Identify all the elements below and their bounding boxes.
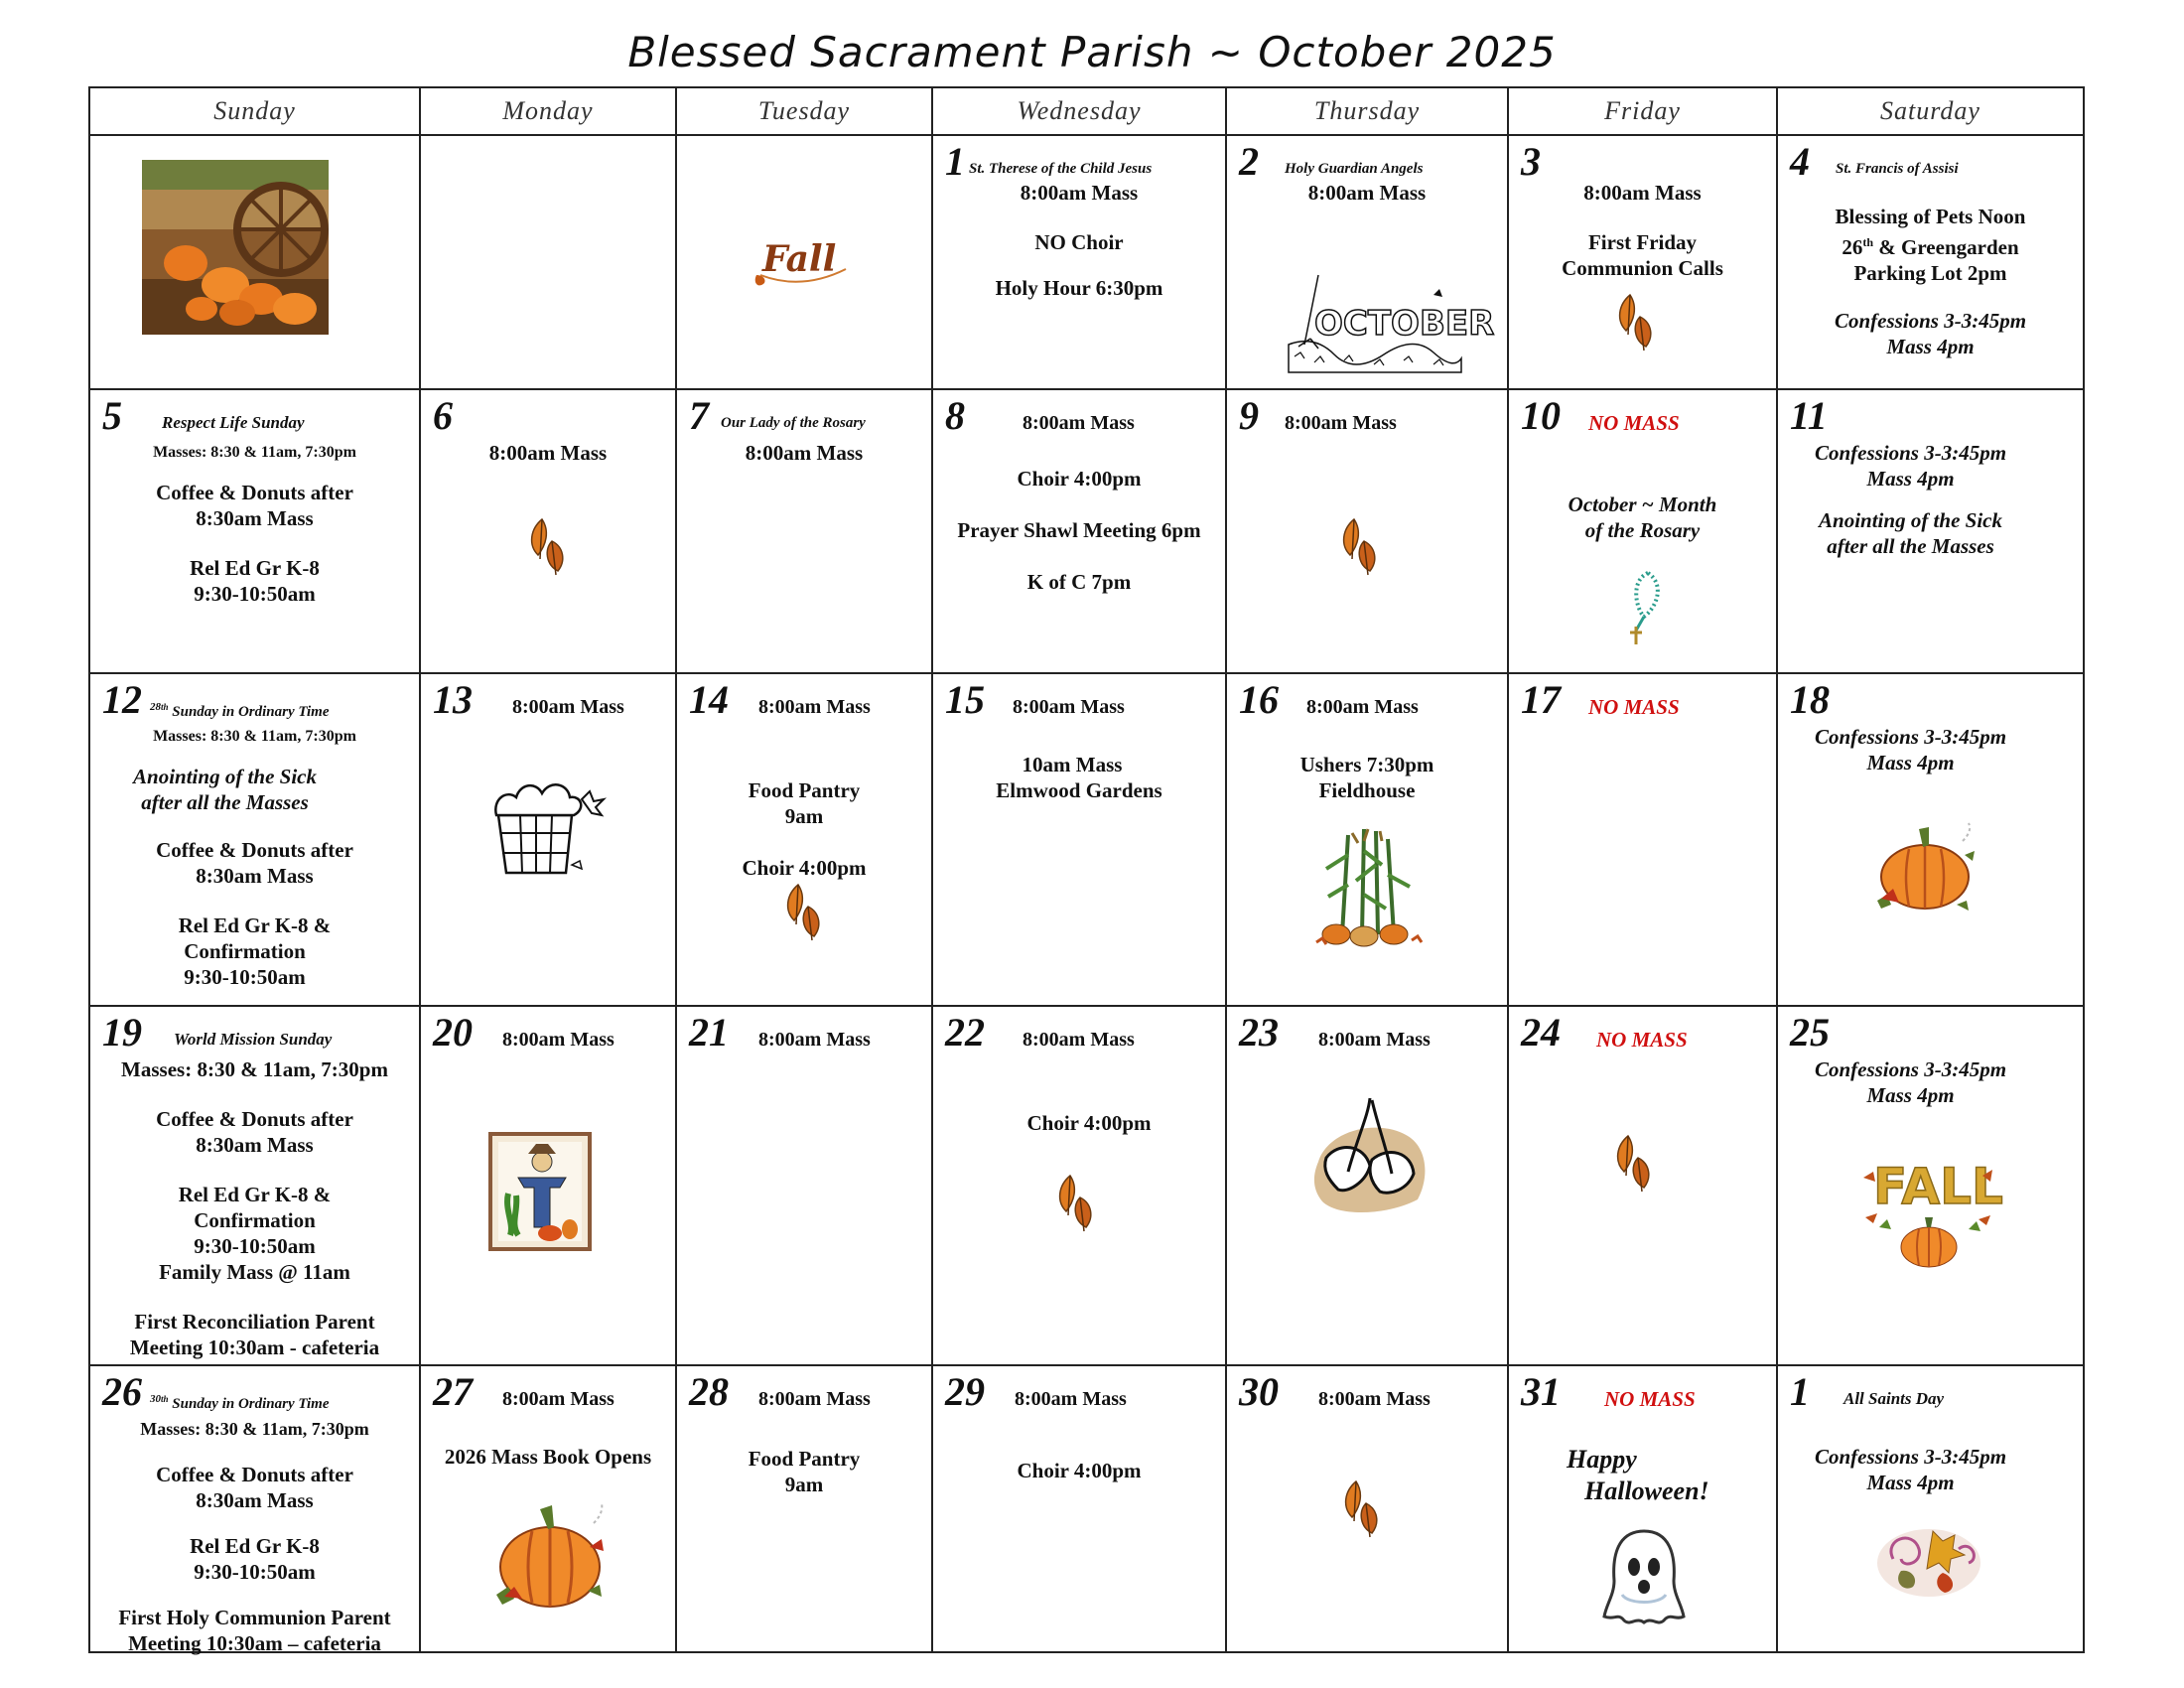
- day-number: 16: [1239, 677, 1279, 722]
- day-number: 19: [102, 1010, 142, 1055]
- no-mass-label: NO MASS: [1596, 1028, 1688, 1052]
- cell-day-27: [420, 1365, 676, 1652]
- event-line: Rel Ed Gr K-8: [190, 1534, 320, 1558]
- event-text: 26: [1842, 235, 1863, 259]
- week-row-2: [89, 389, 2084, 673]
- event-line: [1778, 229, 2083, 260]
- event-line: Anointing of the Sick: [1819, 508, 2002, 532]
- event-line: Masses: 8:30 & 11am, 7:30pm: [153, 444, 356, 461]
- event-line: Masses: 8:30 & 11am, 7:30pm: [153, 728, 356, 745]
- cell-day-29: [932, 1365, 1226, 1652]
- event-line: Food Pantry: [748, 778, 861, 802]
- event-line: Mass 4pm: [1866, 751, 1955, 774]
- day-number: 29: [945, 1369, 985, 1414]
- event-line: Confessions 3-3:45pm: [1814, 725, 2007, 749]
- day-number: 18: [1790, 677, 1830, 722]
- event-line: Rel Ed Gr K-8: [190, 556, 320, 580]
- event-line: NO Choir: [1034, 230, 1124, 254]
- leaf-basket-icon: [486, 770, 606, 879]
- cell-day-31: [1508, 1365, 1777, 1652]
- event-line: 8:00am Mass: [502, 1029, 614, 1051]
- cell-day-8: [932, 389, 1226, 673]
- event-line: Parking Lot 2pm: [1853, 261, 2007, 285]
- event-line: 2026 Mass Book Opens: [444, 1445, 652, 1469]
- leaf-icon: [1050, 1172, 1098, 1235]
- cell-day-2: [1226, 135, 1508, 389]
- week-row-5: [89, 1365, 2084, 1652]
- feast-label: All Saints Day: [1843, 1389, 1945, 1408]
- leaf-icon: [1610, 291, 1658, 354]
- event-line: 8:30am Mass: [196, 1488, 314, 1512]
- cell-day-15: [932, 673, 1226, 1006]
- feast-ordinal: 28: [150, 701, 161, 713]
- event-line: after all the Masses: [141, 790, 309, 814]
- feast-ordinal-suffix: th: [161, 702, 169, 712]
- day-number: 26: [102, 1369, 142, 1414]
- feast-text: Sunday in Ordinary Time: [168, 1396, 330, 1412]
- event-line: Rel Ed Gr K-8 &: [178, 1183, 332, 1206]
- fall-banner-text: FALL: [1873, 1158, 2003, 1215]
- leaf-icon: [522, 515, 570, 579]
- event-line: Confessions 3-3:45pm: [1814, 1057, 2007, 1081]
- event-line: Confessions 3-3:45pm: [1814, 441, 2007, 465]
- scarecrow-icon: [488, 1132, 592, 1251]
- cell-empty-tuesday: [676, 135, 932, 389]
- leaf-icon: [1334, 515, 1382, 579]
- event-line: Choir 4:00pm: [742, 856, 867, 880]
- cell-day-19: [89, 1006, 420, 1365]
- event-line: 8:00am Mass: [1318, 1029, 1431, 1051]
- event-line: 9:30-10:50am: [194, 582, 316, 606]
- event-line: October ~ Month: [1568, 492, 1717, 516]
- cell-day-11: [1777, 389, 2084, 673]
- cell-day-7: [676, 389, 932, 673]
- cell-day-13: [420, 673, 676, 1006]
- event-line: Rel Ed Gr K-8 &: [178, 914, 332, 937]
- feast-label: Our Lady of the Rosary: [721, 415, 866, 431]
- cell-day-30: [1226, 1365, 1508, 1652]
- event-line: Family Mass @ 11am: [159, 1260, 350, 1284]
- feast-label: Holy Guardian Angels: [1285, 161, 1424, 177]
- event-text: & Greengarden: [1873, 235, 2019, 259]
- event-line: 8:00am Mass: [512, 696, 624, 718]
- day-number: 11: [1790, 393, 1828, 438]
- event-line: 8:00am Mass: [1285, 412, 1397, 434]
- fall-script-icon: [752, 231, 852, 295]
- day-number: 23: [1239, 1010, 1279, 1055]
- day-number: 20: [433, 1010, 473, 1055]
- feast-label: World Mission Sunday: [174, 1030, 333, 1049]
- cell-day-6: [420, 389, 676, 673]
- event-line: 8:00am Mass: [1306, 696, 1419, 718]
- cell-day-3: [1508, 135, 1777, 389]
- day-number: 4: [1790, 139, 1810, 184]
- event-line: 8:00am Mass: [488, 441, 608, 465]
- weekday-sunday: Sunday: [89, 87, 420, 135]
- week-row-3: [89, 673, 2084, 1006]
- feast-ordinal-suffix: th: [161, 1394, 169, 1404]
- no-mass-label: NO MASS: [1588, 411, 1680, 435]
- feast-text: Sunday in Ordinary Time: [168, 704, 330, 720]
- event-line: Fieldhouse: [1318, 778, 1416, 802]
- october-art-text: OCTOBER: [1314, 304, 1495, 344]
- event-line: Confirmation: [184, 939, 306, 963]
- october-leaves-icon: [1285, 275, 1495, 374]
- event-line: after all the Masses: [1827, 534, 1994, 558]
- event-line: Blessing of Pets Noon: [1835, 205, 2026, 228]
- cell-day-17: [1508, 673, 1777, 1006]
- cell-day-12: [89, 673, 420, 1006]
- event-line: Coffee & Donuts after: [156, 1463, 353, 1486]
- day-number: 24: [1521, 1010, 1561, 1055]
- event-line: Masses: 8:30 & 11am, 7:30pm: [140, 1419, 369, 1439]
- day-number: 6: [433, 393, 453, 438]
- fall-banner-icon: [1859, 1148, 2003, 1277]
- calendar-title: Blessed Sacrament Parish ~ October 2025: [627, 28, 1557, 76]
- cell-next-month-1: [1777, 1365, 2084, 1652]
- weekday-saturday: Saturday: [1777, 87, 2084, 135]
- event-line: Coffee & Donuts after: [156, 481, 353, 504]
- cell-day-26: [89, 1365, 420, 1655]
- event-line: 8:00am Mass: [1583, 181, 1702, 205]
- event-line: Anointing of the Sick: [133, 765, 317, 788]
- day-number: 9: [1239, 393, 1259, 438]
- event-line: Confirmation: [194, 1208, 316, 1232]
- feast-label: Respect Life Sunday: [162, 413, 305, 432]
- cell-empty-sunday: [89, 135, 420, 389]
- day-number: 27: [433, 1369, 473, 1414]
- pumpkin-icon: [490, 1499, 617, 1617]
- feast-label: [150, 694, 329, 725]
- cell-day-4: [1777, 135, 2084, 389]
- event-line: 9:30-10:50am: [194, 1234, 316, 1258]
- event-line: Prayer Shawl Meeting 6pm: [957, 518, 1201, 542]
- ghost-icon: [1598, 1525, 1690, 1628]
- event-line: Choir 4:00pm: [1026, 1111, 1152, 1135]
- event-line: Ushers 7:30pm: [1299, 753, 1434, 776]
- event-line: 10am Mass: [1022, 753, 1123, 776]
- weekday-thursday: Thursday: [1226, 87, 1508, 135]
- event-line: Communion Calls: [1562, 256, 1723, 280]
- day-number: 7: [689, 393, 709, 438]
- day-number: 5: [102, 393, 122, 438]
- event-line: 9am: [784, 1473, 824, 1496]
- event-line: Coffee & Donuts after: [156, 1107, 353, 1131]
- event-line: First Friday: [1587, 230, 1698, 254]
- cell-day-22: [932, 1006, 1226, 1365]
- event-line: 8:00am Mass: [1023, 412, 1135, 434]
- event-line: 8:30am Mass: [196, 506, 314, 530]
- no-mass-label: NO MASS: [1588, 695, 1680, 719]
- event-line: Meeting 10:30am - cafeteria: [129, 1336, 380, 1359]
- weekday-wednesday: Wednesday: [932, 87, 1226, 135]
- calendar-grid: [88, 86, 2085, 1653]
- day-number: 28: [689, 1369, 729, 1414]
- event-line: 8:00am Mass: [1023, 1029, 1135, 1051]
- event-line: 8:30am Mass: [196, 1133, 314, 1157]
- event-line: Mass 4pm: [1886, 335, 1975, 358]
- leaf-icon: [1608, 1132, 1656, 1196]
- fall-script-text: Fall: [762, 238, 837, 280]
- event-line: K of C 7pm: [1026, 570, 1132, 594]
- weekday-monday: Monday: [420, 87, 676, 135]
- swirl-leaves-icon: [1873, 1519, 1984, 1601]
- cell-day-23: [1226, 1006, 1508, 1365]
- event-line: Holy Hour 6:30pm: [995, 276, 1163, 300]
- cell-day-14: [676, 673, 932, 1006]
- day-number: 15: [945, 677, 985, 722]
- event-line: Confessions 3-3:45pm: [1814, 1445, 2007, 1469]
- day-number: 1: [945, 139, 965, 184]
- event-line: 8:30am Mass: [196, 864, 314, 888]
- day-number: 2: [1239, 139, 1259, 184]
- event-line: Confessions 3-3:45pm: [1834, 309, 2027, 333]
- day-number: 25: [1790, 1010, 1830, 1055]
- pumpkin-photo: [142, 160, 329, 335]
- event-line: 8:00am Mass: [758, 1029, 871, 1051]
- event-line: 8:00am Mass: [1013, 696, 1125, 718]
- cell-day-9: [1226, 389, 1508, 673]
- day-number: 21: [689, 1010, 729, 1055]
- cell-day-16: [1226, 673, 1508, 1006]
- corn-stalk-icon: [1312, 825, 1424, 948]
- day-number: 31: [1521, 1369, 1561, 1414]
- feast-label: St. Therese of the Child Jesus: [969, 161, 1153, 177]
- weekday-tuesday: Tuesday: [676, 87, 932, 135]
- leaf-icon: [778, 881, 826, 944]
- event-line: Food Pantry: [748, 1447, 861, 1471]
- day-number: 13: [433, 677, 473, 722]
- event-line: First Holy Communion Parent: [118, 1606, 391, 1629]
- cell-empty-monday: [420, 135, 676, 389]
- cell-day-28: [676, 1365, 932, 1652]
- event-line: 8:00am Mass: [1318, 1388, 1431, 1410]
- event-line: Choir 4:00pm: [1017, 1459, 1142, 1482]
- cell-day-10: [1508, 389, 1777, 673]
- leaves-clipart-icon: [1308, 1096, 1433, 1223]
- event-line: 8:00am Mass: [1020, 181, 1139, 205]
- feast-label: [150, 1386, 329, 1417]
- event-text-sup: th: [1862, 235, 1874, 249]
- cell-day-20: [420, 1006, 676, 1365]
- week-row-4: [89, 1006, 2084, 1365]
- cell-day-1: [932, 135, 1226, 389]
- event-line: First Reconciliation Parent: [134, 1310, 375, 1334]
- day-number: 30: [1239, 1369, 1279, 1414]
- feast-label: St. Francis of Assisi: [1836, 161, 1959, 177]
- no-mass-label: NO MASS: [1604, 1387, 1696, 1411]
- cell-day-25: [1777, 1006, 2084, 1365]
- day-number: 17: [1521, 677, 1561, 722]
- event-line: Masses: 8:30 & 11am, 7:30pm: [121, 1057, 388, 1081]
- event-line: 8:00am Mass: [1307, 181, 1427, 205]
- day-number: 1: [1790, 1369, 1810, 1414]
- day-number: 10: [1521, 393, 1561, 438]
- event-line: Meeting 10:30am – cafeteria: [128, 1631, 381, 1655]
- cell-day-18: [1777, 673, 2084, 1006]
- day-number: 12: [102, 677, 142, 722]
- cell-day-5: [89, 389, 420, 673]
- halloween-line: Happy: [1567, 1445, 1637, 1474]
- event-line: 8:00am Mass: [745, 441, 864, 465]
- event-line: Elmwood Gardens: [996, 778, 1162, 802]
- event-line: 8:00am Mass: [502, 1388, 614, 1410]
- week-row-1: [89, 135, 2084, 389]
- day-number: 3: [1521, 139, 1541, 184]
- event-line: of the Rosary: [1584, 518, 1701, 542]
- cell-day-21: [676, 1006, 932, 1365]
- event-line: Mass 4pm: [1866, 1083, 1955, 1107]
- leaf-icon: [1336, 1477, 1384, 1541]
- halloween-line: Halloween!: [1584, 1477, 1709, 1505]
- day-number: 22: [945, 1010, 985, 1055]
- day-number: 14: [689, 677, 729, 722]
- cell-day-24: [1508, 1006, 1777, 1365]
- pumpkin-icon: [1873, 821, 1982, 916]
- event-line: Coffee & Donuts after: [156, 838, 353, 862]
- weekday-friday: Friday: [1508, 87, 1777, 135]
- feast-ordinal: 30: [150, 1393, 161, 1405]
- event-line: 9:30-10:50am: [194, 1560, 316, 1584]
- event-line: Choir 4:00pm: [1017, 467, 1142, 491]
- event-line: 9:30-10:50am: [184, 965, 306, 989]
- day-number: 8: [945, 393, 965, 438]
- event-line: 9am: [784, 804, 824, 828]
- event-line: 8:00am Mass: [1015, 1388, 1127, 1410]
- weekday-header-row: [89, 87, 2084, 135]
- rosary-icon: [1622, 569, 1672, 646]
- event-line: 8:00am Mass: [758, 696, 871, 718]
- event-line: Mass 4pm: [1866, 1471, 1955, 1494]
- event-line: Mass 4pm: [1866, 467, 1955, 491]
- event-line: 8:00am Mass: [758, 1388, 871, 1410]
